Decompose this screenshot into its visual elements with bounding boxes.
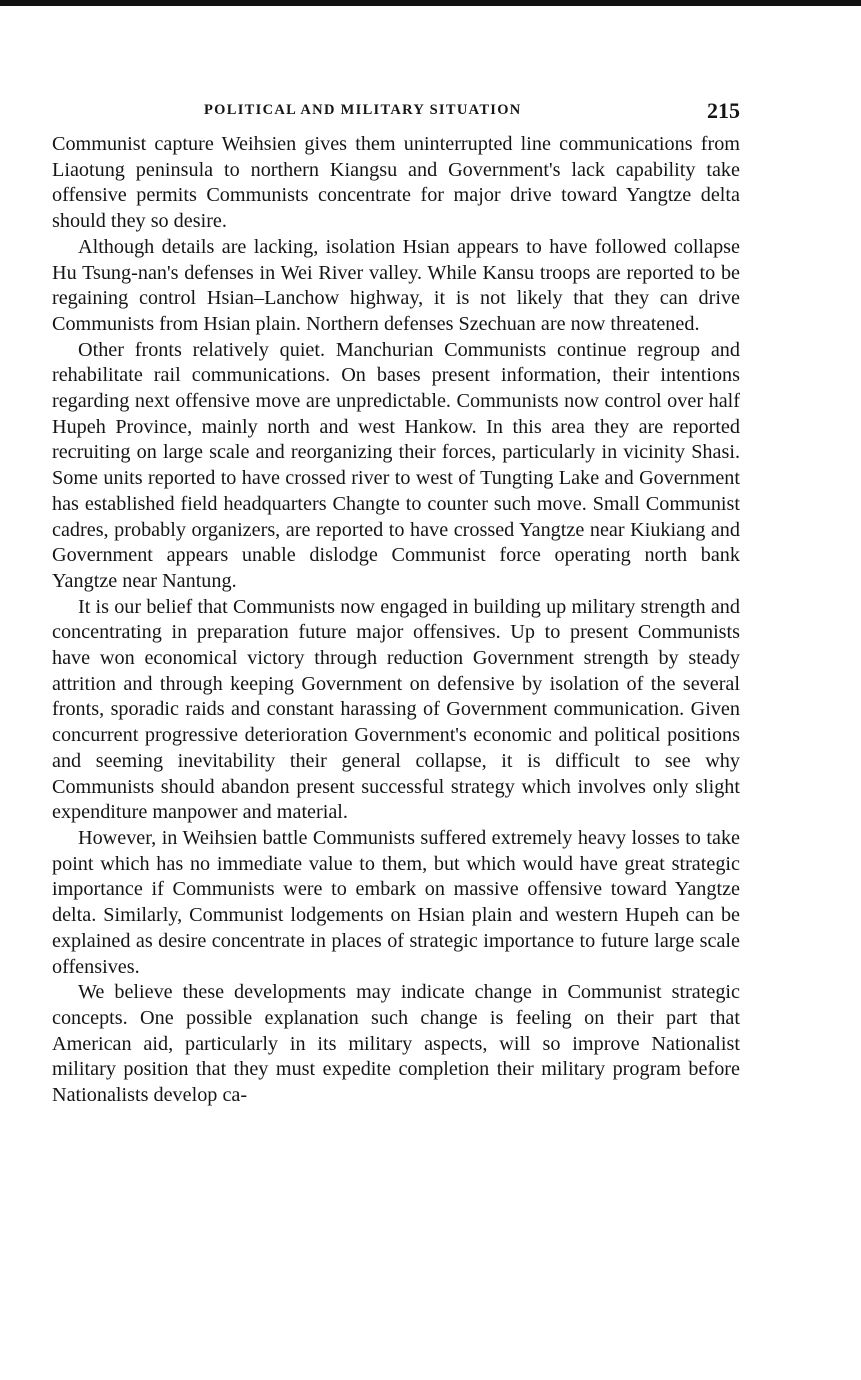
running-head [52,96,740,132]
running-title: POLITICAL AND MILITARY SITUATION [204,102,522,118]
paragraph-hsian-isolation: Although details are lacking, isolation Hsian appears to have followed collapse Hu Tsung-nan's defenses in Wei River valley. While Kansu troops are reported to be regaining control Hsian–Lanchow highway, it is not likely that they can drive Communists from Hsian plain. Northern defenses Szechuan are now threatened. [52,235,740,335]
paragraph-strategic-concepts: We believe these developments may indicate change in Communist strategic concepts. One possible explanation such change is feeling on their part that American aid, particularly in its military aspects, will so improve Nationalist military position that they must expedite completion their military program before Nationalists develop ca- [52,981,740,1107]
paragraph-weihsien-losses: However, in Weihsien battle Communists suffered extremely heavy losses to take point which has no immediate value to them, but which would have great strategic importance if Communists were to embark on massive offensive toward Yangtze delta. Similarly, Communist lodgements on Hsian plain and western Hupeh can be explained as desire concentrate in places of strategic importance to future large scale offensives. [52,826,740,978]
top-edge-rule [0,0,861,6]
paragraph-communist-strategy: It is our belief that Communists now engaged in building up military strength and concentrating in preparation future major offensives. Up to present Communists have won economical victory through reduction Government strength by steady attrition and through keeping Government on defensive by isolation of the several fronts, sporadic raids and constant harassing of Government communication. Given concurrent progressive deterioration Government's economic and political positions and seeming inevitability their general collapse, it is difficult to see why Communists should abandon present successful strategy which involves only slight expenditure manpower and material. [52,595,740,824]
page-number: 215 [707,98,740,123]
paragraph-weihsien-capture: Communist capture Weihsien gives them uninterrupted line communications from Liaotung peninsula to northern Kiangsu and Government's lack capability take offensive permits Communists concentrate for major drive toward Yangtze delta should they so desire. [52,133,740,233]
paragraph-other-fronts: Other fronts relatively quiet. Manchurian Communists continue regroup and rehabilitate rail communications. On bases present information, their intentions regarding next offensive move are unpredictable. Communists now control over half Hupeh Province, mainly north and west Hankow. In this area they are reported recruiting on large scale and reorganizing their forces, particularly in vicinity Shasi. Some units reported to have crossed river to west of Tungting Lake and Government has established field headquarters Changte to counter such move. Small Communist cadres, probably organizers, are reported to have crossed Yangtze near Kiukiang and Government appears unable dislodge Communist force operating north bank Yangtze near Nantung. [52,338,740,592]
document-page [52,96,740,1109]
body-text [52,132,740,1109]
